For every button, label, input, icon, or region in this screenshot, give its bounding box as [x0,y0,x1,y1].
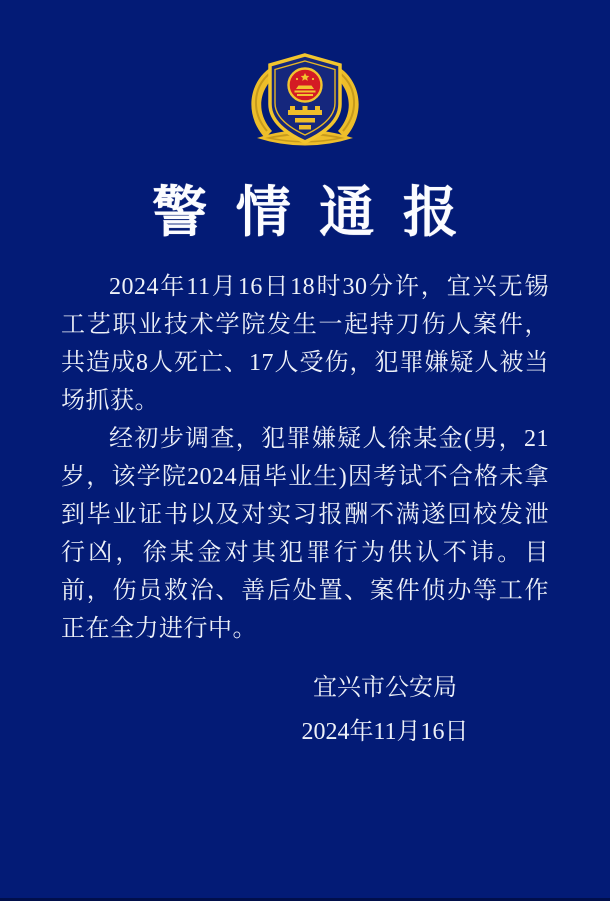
notice-paragraph: 2024年11月16日18时30分许，宜兴无锡工艺职业技术学院发生一起持刀伤人案件，共造成8人死亡、17人受伤，犯罪嫌疑人被当场抓获。 [61,274,549,414]
signature-date: 2024年11月16日 [301,719,469,745]
police-badge-icon [239,52,371,154]
notice-body [61,268,549,648]
signature-block [275,668,495,752]
signature-name: 宜兴市公安局 [313,675,457,701]
notice-paragraph: 经初步调查，犯罪嫌疑人徐某金(男，21岁，该学院2024届毕业生)因考试不合格未拿到毕业证书以及对实习报酬不满遂回校发泄行凶，徐某金对其犯罪行为供认不讳。目前，伤员救治、善后处置、案件侦办等工作正在全力进行中。 [61,426,549,642]
badge-container [0,0,610,154]
notice-title: 警情通报 [152,182,487,243]
